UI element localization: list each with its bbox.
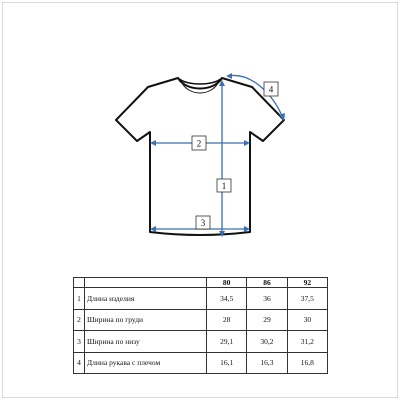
table-row (74, 331, 328, 353)
tshirt-outline (116, 78, 284, 235)
row-value: 31,2 (287, 331, 327, 353)
size-header-92: 92 (287, 278, 327, 288)
row-name: Длина изделия (85, 288, 207, 310)
size-header-86: 86 (247, 278, 287, 288)
tshirt-neckline (178, 78, 222, 84)
measure-label-1 (217, 179, 231, 192)
table-row (74, 352, 328, 374)
row-name: Ширина по груди (85, 309, 207, 331)
size-header-row (74, 278, 328, 288)
row-value: 34,5 (207, 288, 247, 310)
svg-text:4: 4 (268, 84, 274, 95)
row-value: 29 (247, 309, 287, 331)
svg-text:2: 2 (196, 138, 202, 149)
row-name: Ширина по низу (85, 331, 207, 353)
row-number: 1 (74, 288, 85, 310)
row-name: Длина рукава с плечом (85, 352, 207, 374)
row-value: 36 (247, 288, 287, 310)
measure-label-2 (192, 136, 206, 150)
row-value: 30 (287, 309, 327, 331)
row-value: 37,5 (287, 288, 327, 310)
row-value: 16,3 (247, 352, 287, 374)
row-value: 28 (207, 309, 247, 331)
row-value: 30,2 (247, 331, 287, 353)
measure-label-4 (264, 82, 278, 96)
row-number: 2 (74, 309, 85, 331)
table-row (74, 309, 328, 331)
size-table (73, 277, 328, 374)
measure-label-3 (196, 216, 210, 229)
row-value: 16,1 (207, 352, 247, 374)
svg-text:3: 3 (200, 218, 206, 228)
row-number: 3 (74, 331, 85, 353)
table-row (74, 288, 328, 310)
size-header-80: 80 (207, 278, 247, 288)
row-value: 16,8 (287, 352, 327, 374)
row-number: 4 (74, 352, 85, 374)
svg-text:1: 1 (221, 181, 227, 191)
row-value: 29,1 (207, 331, 247, 353)
